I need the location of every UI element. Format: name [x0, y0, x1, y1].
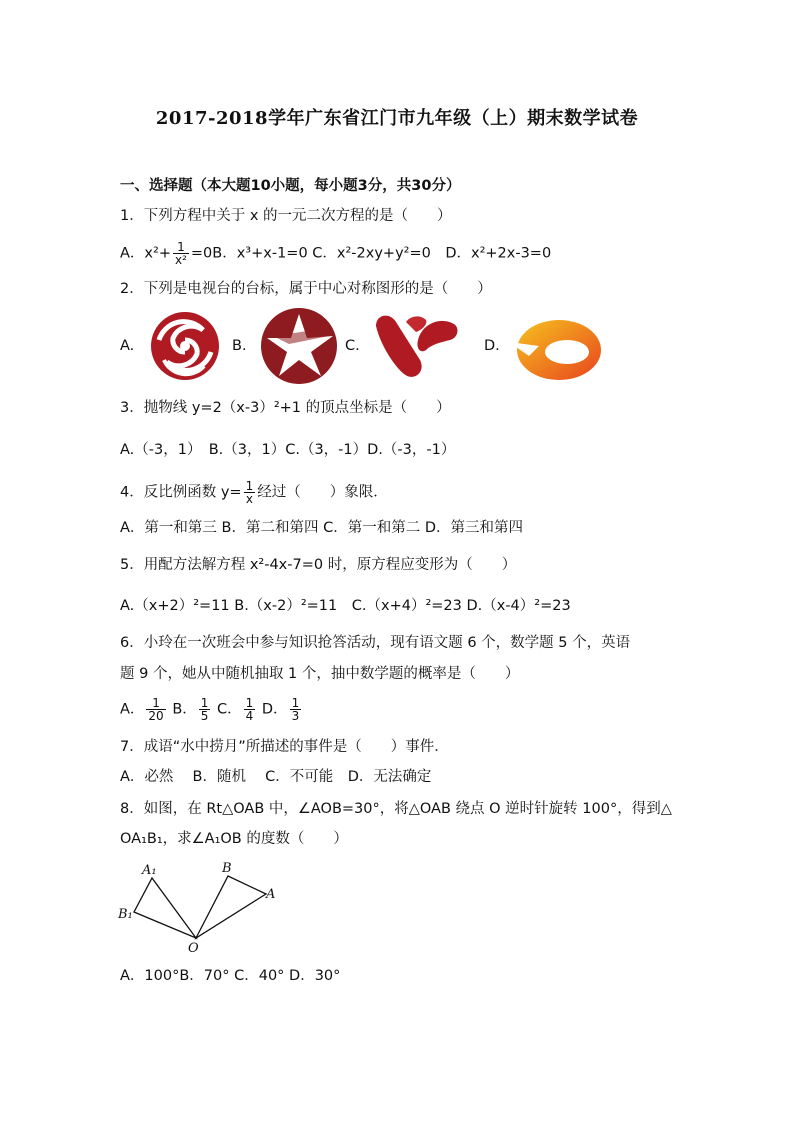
q7-stem: 7．成语“水中捞月”所描述的事件是（ ）事件． [120, 739, 449, 755]
exam-title: 2017-2018学年广东省江门市九年级（上）期末数学试卷 [155, 108, 639, 129]
section-heading: 一、选择题（本大题10小题，每小题3分，共30分） [120, 178, 461, 194]
q6-a-num: 1 [146, 697, 165, 710]
q6-option-b-label: B． [172, 701, 197, 718]
q1-stem: 1．下列方程中关于 x 的一元二次方程的是（ ） [120, 208, 452, 224]
q8-options: A．100°B．70° C．40° D．30° [120, 968, 341, 984]
q1-option-a-prefix: A．x²+ [120, 245, 171, 262]
logo-b-star-icon [259, 306, 339, 386]
q1-options [120, 241, 551, 266]
q3-options: A.（-3，1） B.（3，1）C.（3，-1）D.（-3，-1） [120, 442, 456, 458]
logo-a-swirl-icon [146, 310, 224, 382]
q6-options [120, 697, 303, 722]
q2-label-b: B. [232, 338, 247, 354]
q1-fraction [173, 241, 189, 266]
q5-options: A.（x+2）²=11 B.（x-2）²=11 C.（x+4）²=23 D.（x-4）²=23 [120, 598, 571, 614]
q6-option-b-frac [199, 697, 211, 722]
q2-stem: 2．下列是电视台的台标，属于中心对称图形的是（ ） [120, 281, 492, 297]
q1-options-rest: =0B．x³+x-1=0 C．x²-2xy+y²=0 D．x²+2x-3=0 [190, 245, 552, 262]
q5-stem: 5．用配方法解方程 x²-4x-7=0 时，原方程应变形为（ ） [120, 557, 517, 573]
q6-a-den: 20 [148, 709, 164, 723]
label-b: B [222, 861, 232, 876]
q3-stem: 3．抛物线 y=2（x-3）²+1 的顶点坐标是（ ） [120, 400, 451, 416]
label-a1: A₁ [142, 863, 157, 878]
q4-stem [120, 480, 388, 505]
q6-option-c-label: C． [217, 701, 242, 718]
q4-frac-den: x [245, 492, 253, 506]
q6-d-num: 1 [291, 696, 300, 710]
q6-option-a-frac [146, 697, 165, 722]
q1-frac-num: 1 [173, 241, 189, 254]
q6-option-a-label: A． [120, 701, 145, 718]
q6-option-d-frac [290, 697, 302, 722]
triangle-oab [196, 876, 266, 938]
q6-b-num: 1 [200, 696, 209, 710]
q2-label-c: C. [345, 338, 360, 354]
q4-options: A．第一和第三 B．第二和第四 C．第一和第二 D．第三和第四 [120, 520, 523, 536]
q4-stem-suffix: 经过（ ）象限． [257, 484, 388, 501]
q7-options: A．必然 B．随机 C．不可能 D．无法确定 [120, 769, 432, 785]
q2-label-d: D. [484, 338, 500, 354]
q6-c-den: 4 [245, 709, 254, 723]
q8-line2: OA₁B₁，求∠A₁OB 的度数（ ） [120, 831, 348, 847]
label-b1: B₁ [118, 907, 133, 922]
q4-fraction [244, 480, 256, 505]
q6-d-den: 3 [291, 709, 300, 723]
q6-line1: 6．小玲在一次班会中参与知识抢答活动，现有语文题 6 个，数学题 5 个，英语 [120, 635, 631, 651]
q4-frac-num: 1 [245, 479, 254, 493]
q6-b-den: 5 [200, 709, 209, 723]
q6-option-c-frac [244, 697, 256, 722]
q6-option-d-label: D． [261, 701, 288, 718]
logo-d-ring-icon [509, 312, 603, 384]
q8-rotation-figure [116, 858, 282, 954]
logo-c-shapes-icon [370, 310, 462, 384]
label-a: A [266, 887, 276, 902]
q4-stem-prefix: 4．反比例函数 y= [120, 484, 242, 501]
label-o: O [188, 941, 199, 954]
q6-c-num: 1 [245, 696, 254, 710]
q1-frac-den: x² [174, 253, 187, 267]
triangle-oa1b1 [134, 878, 196, 938]
q6-line2: 题 9 个，她从中随机抽取 1 个，抽中数学题的概率是（ ） [120, 666, 520, 682]
q8-line1: 8．如图，在 Rt△OAB 中，∠AOB=30°，将△OAB 绕点 O 逆时针旋转 100°，得到△ [120, 801, 672, 817]
q2-label-a: A. [120, 338, 135, 354]
